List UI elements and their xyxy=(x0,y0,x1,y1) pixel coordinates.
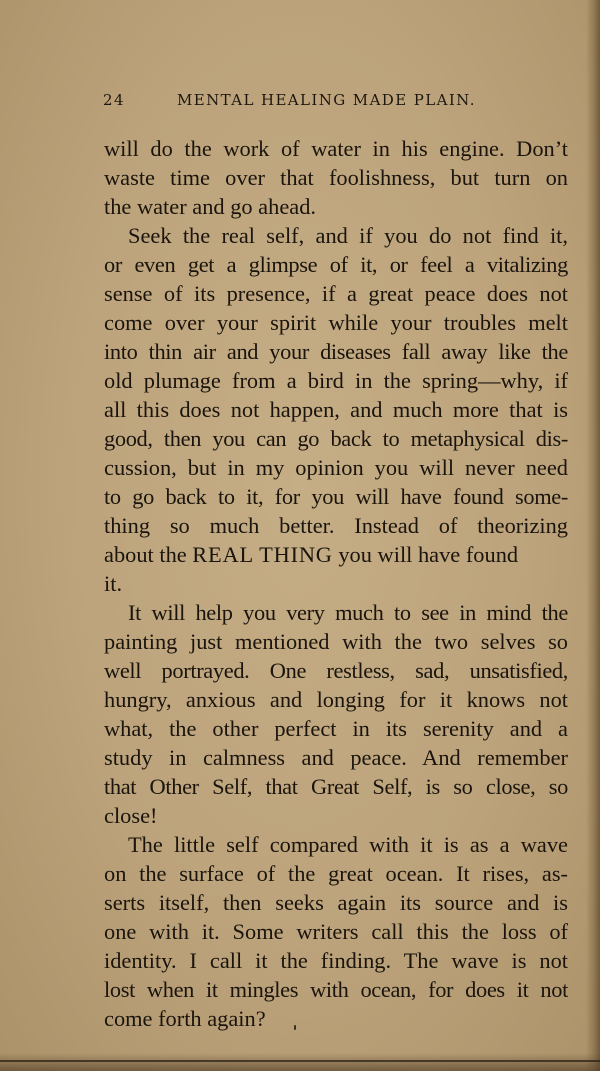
text-line: that Other Self, that Great Self, is so close, so xyxy=(104,774,568,799)
text-line: the water and go ahead. xyxy=(104,194,316,219)
text-line: The little self compared with it is as a wave xyxy=(128,832,568,857)
text-fragment: you will have found xyxy=(332,542,519,567)
text-line: waste time over that foolishness, but turn on xyxy=(104,165,568,190)
text-line: identity. I call it the finding. The wave is not xyxy=(104,948,568,973)
page-number: 24 xyxy=(103,91,125,109)
text-line: old plumage from a bird in the spring—why, if xyxy=(104,368,568,393)
text-line: into thin air and your diseases fall away like the xyxy=(104,339,568,364)
running-title: MENTAL HEALING MADE PLAIN. xyxy=(177,91,476,109)
text-line: on the surface of the great ocean. It rises, as- xyxy=(104,861,568,886)
text-line: cussion, but in my opinion you will never need xyxy=(104,455,568,480)
ink-speck xyxy=(294,1025,296,1030)
text-line: painting just mentioned with the two selves so xyxy=(104,629,568,654)
text-fragment: about the xyxy=(104,542,193,567)
text-line: lost when it mingles with ocean, for does it not xyxy=(104,977,568,1002)
text-line: come forth again? xyxy=(104,1006,266,1031)
body-text xyxy=(104,134,568,1033)
text-line: one with it. Some writers call this the loss of xyxy=(104,919,568,944)
running-head xyxy=(103,88,503,114)
text-line: or even get a glimpse of it, or feel a vitalizing xyxy=(104,252,568,277)
text-line: all this does not happen, and much more that is xyxy=(104,397,568,422)
text-line: sense of its presence, if a great peace does not xyxy=(104,281,568,306)
text-line: what, the other perfect in its serenity and a xyxy=(104,716,568,741)
text-line: thing so much better. Instead of theorizing xyxy=(104,513,568,538)
text-line-real-thing xyxy=(104,540,568,569)
text-line: It will help you very much to see in mind the xyxy=(128,600,568,625)
text-line: to go back to it, for you will have found some- xyxy=(104,484,568,509)
text-line: it. xyxy=(104,571,123,596)
text-line: come over your spirit while your troubles melt xyxy=(104,310,568,335)
text-line: Seek the real self, and if you do not find it, xyxy=(128,223,568,248)
text-line: study in calmness and peace. And remember xyxy=(104,745,568,770)
real-thing-smallcaps: REAL THING xyxy=(192,542,333,567)
text-line: good, then you can go back to metaphysical dis- xyxy=(104,426,568,451)
text-line: well portrayed. One restless, sad, unsatisfied, xyxy=(104,658,568,683)
text-line: will do the work of water in his engine. Don’t xyxy=(104,136,568,161)
text-line: hungry, anxious and longing for it knows not xyxy=(104,687,568,712)
bottom-edge-rule xyxy=(0,1060,600,1062)
page-edge-shadow-bottom xyxy=(0,1053,600,1071)
page-edge-shadow-right xyxy=(586,0,600,1071)
text-line: serts itself, then seeks again its source and is xyxy=(104,890,568,915)
text-line: close! xyxy=(104,803,158,828)
